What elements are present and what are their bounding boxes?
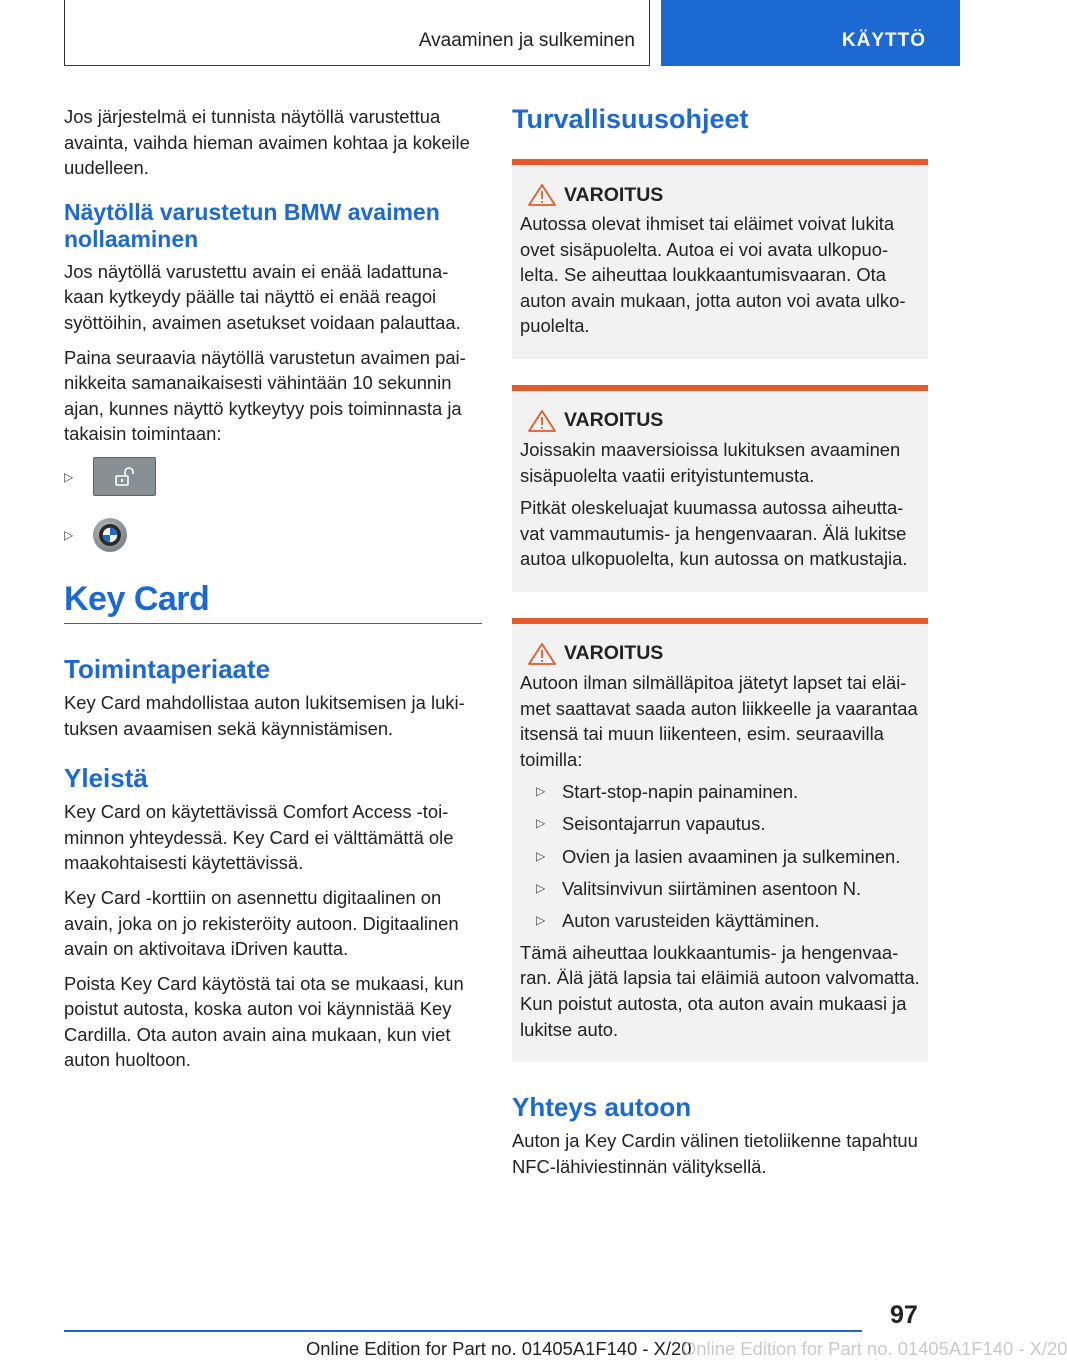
header-section-box <box>64 0 650 66</box>
warning-box-1 <box>512 159 928 359</box>
reset-paragraph-2: Paina seuraavia näytöllä varustetun avaimen painikkeita samanaikaisesti vähintään 10 sekunnin ajan, kunnes näyttö kytkeytyy pois toiminnasta ja takaisin toimintaan: <box>64 346 466 445</box>
principle-heading: Toimintaperiaate <box>64 653 271 684</box>
general-heading: Yleistä <box>64 763 148 794</box>
general-paragraph-2: Key Card -korttiin on asennettu digitaalinen on avain, joka on jo rekisteröity autoon. Digitaalinen avain on aktivoitava iDriven kautta. <box>64 886 459 960</box>
header-chapter-tab <box>661 0 960 66</box>
key-card-heading-wrap <box>64 581 482 624</box>
warning-triangle-icon <box>526 183 558 207</box>
warning-2-text-2: Pitkät oleskeluajat kuumassa autossa aiheuttavat vammautumis- ja hengenvaaran. Älä lukitse autoa ulkopuolelta, kun autossa on matkustajia. <box>520 497 908 570</box>
connection-heading: Yhteys autoon <box>512 1092 692 1123</box>
triangle-bullet-icon: ▷ <box>64 527 74 542</box>
intro-paragraph: Jos järjestelmä ei tunnista näytöllä varustettua avainta, vaihda hieman avaimen kohtaa ja kokeile uudelleen. <box>64 106 470 179</box>
bmw-logo-button-image <box>93 518 127 552</box>
warning-header <box>526 183 920 207</box>
warning-label: VAROITUS <box>564 642 664 665</box>
general-paragraph-3: Poista Key Card käytöstä tai ota se mukaasi, kun poistut autosta, koska auton voi käynnistää Key Cardilla. Ota auton avain aina mukaan, kun viet auton huoltoon. <box>64 972 464 1071</box>
warning-box-2 <box>512 385 928 592</box>
warning-label: VAROITUS <box>564 409 664 432</box>
list-item-bmw-button <box>64 515 482 555</box>
warning-3-text-2: Tämä aiheuttaa loukkaantumis- ja hengenvaaran. Älä jätä lapsia tai eläimiä autoon valvomatta. Kun poistut autosta, ota auton avain mukaasi ja lukitse auto. <box>520 941 920 1040</box>
warning-header <box>526 642 920 666</box>
triangle-bullet-icon: ▷ <box>536 880 546 895</box>
footer-edition: Online Edition for Part no. 01405A1F140 - X/20 <box>306 1338 692 1359</box>
connection-paragraph: Auton ja Key Cardin välinen tietoliikenne tapahtuu NFC-lähiviestinnän välityksellä. <box>512 1130 918 1177</box>
unlock-key-button-image <box>93 457 156 496</box>
list-item-lock-button <box>64 457 482 497</box>
warning-2-text-1: Joissakin maaversioissa lukituksen avaaminen sisäpuolelta vaatii erityistuntemusta. <box>520 438 901 486</box>
triangle-bullet-icon: ▷ <box>64 469 74 484</box>
warning-1-text: Autossa olevat ihmiset tai eläimet voivat lukita ovet sisäpuolelta. Autoa ei voi avata ulkopuolelta. Se aiheuttaa loukkaantumisvaaran. Ota auton avain mukaan, jotta auton voi avata ulkopuolelta. <box>520 213 906 337</box>
list-item: ▷ Ovien ja lasien avaaminen ja sulkeminen. <box>536 844 920 870</box>
general-paragraph-1: Key Card on käytettävissä Comfort Access -toiminnon yhteydessä. Key Card ei välttämättä ole maakohtaisesti käytettävissä. <box>64 801 454 874</box>
warning-3-list <box>536 779 920 933</box>
principle-paragraph: Key Card mahdollistaa auton lukitsemisen ja lukituksen avaamisen sekä käynnistämisen. <box>64 691 465 739</box>
reset-paragraph-1: Jos näytöllä varustettu avain ei enää ladattunakaan kytkeydy päälle tai näyttö ei enää reagoi syöttöihin, avaimen asetukset voidaan palauttaa. <box>64 260 461 333</box>
warning-triangle-icon <box>526 409 558 433</box>
unlock-icon <box>114 467 136 487</box>
warning-label: VAROITUS <box>564 183 664 206</box>
list-item: ▷ Valitsinvivun siirtäminen asentoon N. <box>536 876 920 902</box>
warning-box-3 <box>512 618 928 1062</box>
triangle-bullet-icon: ▷ <box>536 912 546 927</box>
reset-heading: Näytöllä varustetun BMW avaimen nollaaminen <box>64 198 440 252</box>
page-number: 97 <box>890 1301 918 1329</box>
warning-triangle-icon <box>526 642 558 666</box>
list-item: ▷ Seisontajarrun vapautus. <box>536 811 920 837</box>
footer-watermark: Online Edition for Part no. 01405A1F140 - X/20 <box>682 1338 1067 1359</box>
triangle-bullet-icon: ▷ <box>536 784 546 799</box>
bmw-roundel-icon <box>98 523 122 547</box>
right-column <box>512 104 928 1188</box>
header-section-title: Avaaminen ja sulkeminen <box>418 30 635 51</box>
list-item: ▷ Auton varusteiden käyttäminen. <box>536 908 920 934</box>
list-item: ▷ Start-stop-napin painaminen. <box>536 779 920 805</box>
footer-divider <box>64 1330 862 1332</box>
left-column <box>64 104 482 1082</box>
triangle-bullet-icon: ▷ <box>536 816 546 831</box>
warning-header <box>526 409 920 433</box>
warning-3-text-1: Autoon ilman silmälläpitoa jätetyt lapset tai eläimet saattavat saada auton liikkeelle ja vaarantaa itsensä tai muun liikenteen, esim. seuraavilla toimilla: <box>520 671 918 770</box>
triangle-bullet-icon: ▷ <box>536 848 546 863</box>
safety-heading: Turvallisuusohjeet <box>512 104 749 134</box>
header-chapter-label: KÄYTTÖ <box>841 30 926 51</box>
key-card-heading: Key Card <box>64 579 210 618</box>
